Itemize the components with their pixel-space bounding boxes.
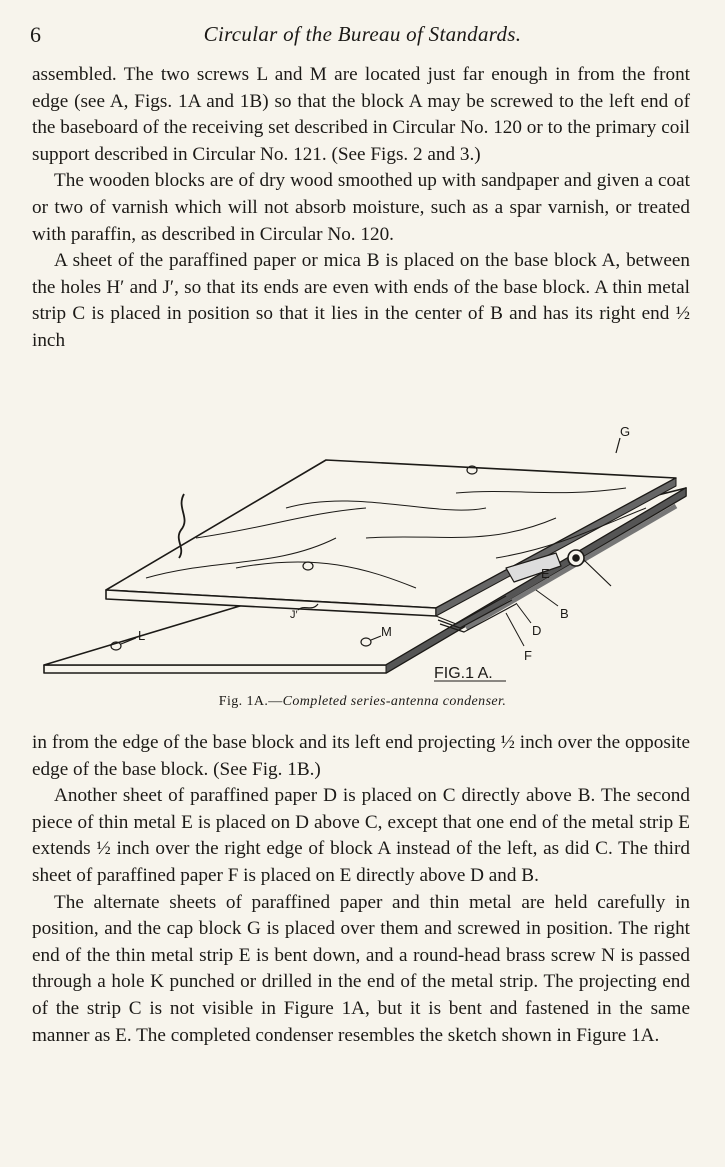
body-text-bottom [32, 730, 690, 1049]
label-fig: FIG.1 A. [434, 665, 493, 682]
paragraph: The wooden blocks are of dry wood smoothed up with sandpaper and given a coat or two of varnish which will not absorb moisture, such as a spar varnish, or treated with paraffin, as described in Circular No. 120. [32, 170, 690, 245]
figure-caption [0, 694, 725, 710]
label-g: G [620, 424, 631, 439]
caption-text: Completed series-antenna condenser. [282, 694, 507, 709]
paragraph: assembled. The two screws L and M are located just far enough in from the front edge (see A, Figs. 1A and 1B) so that the block A may be screwed to the left end of the baseboard of the receiving set described in Circular No. 120 or to the primary coil support described in Circular No. 121. (See Figs. 2 and 3.) [32, 64, 690, 165]
condenser-sketch [36, 418, 696, 693]
paragraph: The alternate sheets of paraffined paper and thin metal are held carefully in position, and the cap block G is placed over them and screwed in position. The right end of the thin metal strip E is bent down, and a round-head brass screw N is passed through a hole K punched or drilled in the end of the metal strip. The projecting end of the strip C is not visible in Figure 1A, but it is bent and fastened in the same manner as E. The completed condenser resembles the sketch shown in Figure 1A. [32, 891, 690, 1046]
figure-1a [36, 418, 696, 693]
label-m: M [381, 624, 392, 639]
label-e: E [541, 566, 550, 581]
page-header [30, 22, 695, 52]
label-l: L [138, 628, 146, 643]
paragraph: in from the edge of the base block and its left end projecting ½ inch over the opposite edge of the base block. (See Fig. 1B.) [32, 732, 690, 780]
label-b: B [560, 606, 569, 621]
caption-prefix: Fig. 1A.— [218, 694, 283, 709]
label-d: D [532, 623, 542, 638]
body-text-top [32, 62, 690, 355]
paragraph: A sheet of the paraffined paper or mica B is placed on the base block A, between the holes H′ and J′, so that its ends are even with ends of the base block. A thin metal strip C is placed in position so that it lies in the center of B and has its right end ½ inch [32, 250, 690, 351]
paragraph: Another sheet of paraffined paper D is placed on C directly above B. The second piece of thin metal E is placed on D above C, except that one end of the metal strip E extends ½ inch over the right edge of block A instead of the left, as did C. The third sheet of paraffined paper F is placed on E directly above D and B. [32, 785, 690, 886]
page-number: 6 [30, 22, 41, 47]
label-f: F [524, 648, 532, 663]
label-j: J′ [290, 609, 298, 621]
running-head: Circular of the Bureau of Standards. [203, 22, 522, 46]
